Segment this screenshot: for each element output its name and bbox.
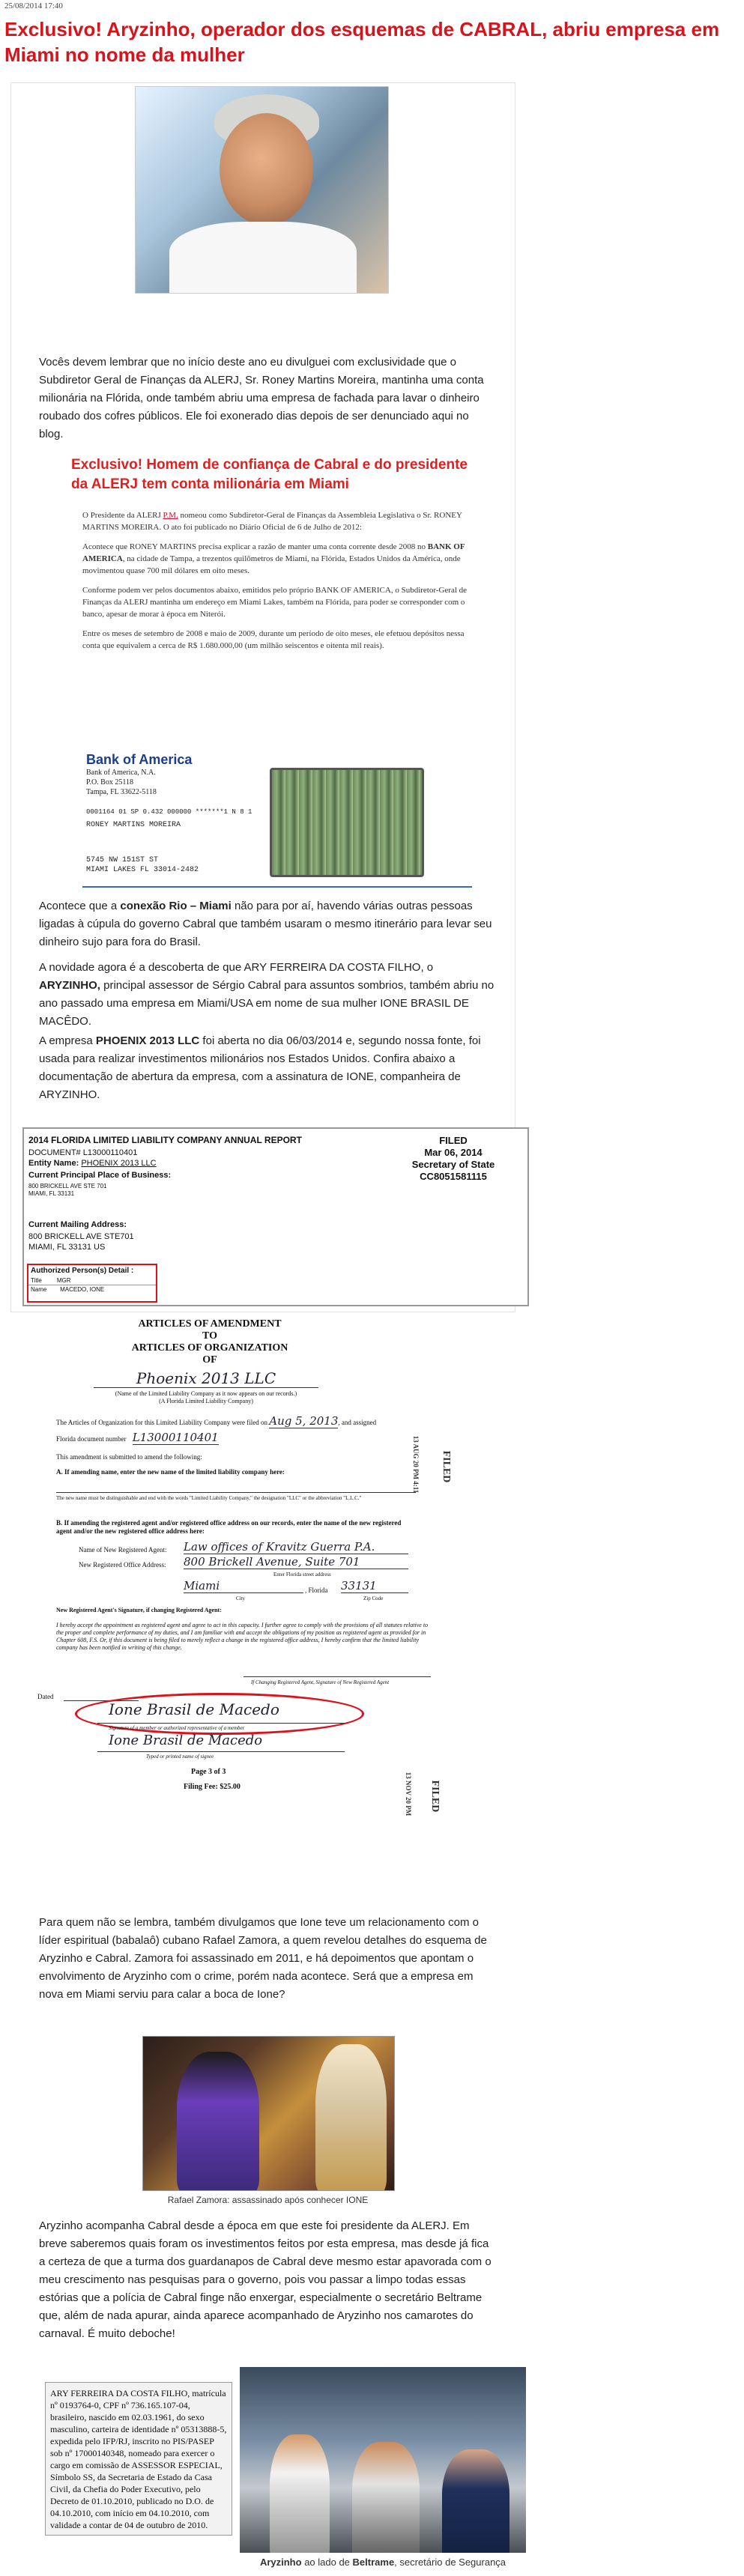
annual-report-form: 2014 FLORIDA LIMITED LIABILITY COMPANY ANNUAL REPORT DOCUMENT# L13000110401 Entity Name: PHOENIX 2013 LLC Current Principal Place of Business: 800 BRICKELL AVE STE 701 MIAMI, FL 33131 Current Mailing Address: 800 BRICKELL AVE STE701 MIAMI, FL 33131 US FILED Mar 06, 2014 Secretary of State CC8051581115 Authorized Person(s) Detail : Title MGR Name MACEDO, IONE (22, 1127, 529, 1306)
paragraph-news: A novidade agora é a descoberta de que ARY FERREIRA DA COSTA FILHO, o ARYZINHO, principal assessor de Sérgio Cabral para assuntos sombrios, também abriu no ano passado uma empresa em Miami/USA em nome de sua mulher IONE BRASIL DE MACÊDO. (39, 961, 495, 1028)
report-title: 2014 FLORIDA LIMITED LIABILITY COMPANY ANNUAL REPORT (28, 1135, 302, 1145)
roney-photo (135, 86, 389, 294)
bank-statement: Bank of America Bank of America, N.A. P.O. Box 25118 Tampa, FL 33622-5118 0001164 01 SP 0.432 000000 *******1 N 8 1 RONEY MARTINS MOREIRA 5745 NW 151ST ST MIAMI LAKES FL 33014-2482 (86, 755, 333, 890)
embedded-post-document: O Presidente da ALERJ P.M. nomeou como Subdiretor-Geral de Finanças da Assembleia Legislativa o Sr. RONEY MARTINS MOREIRA. O ato foi publicado no Diário Oficial de 6 de Julho de 2012: Acontece que RONEY MARTINS precisa explicar a razão de manter uma conta corrente desde 2008 no BANK OF AMERICA, na cidade de Tampa, a trezentos quilômetros de Miami, na Flórida, Estados Unidos da América, onde movimentou quase 700 mil dólares em oito meses. Conforme podem ver pelos documentos abaixo, emitidos pelo próprio BANK OF AMERICA, o Subdiretor-Geral de Finanças da ALERJ mantinha um endereço em Miami Lakes, também na Flórida, para poder se corresponder com o banco, apesar de morar à época em Niterói. Entre os meses de setembro de 2008 e maio de 2009, durante um período de oito meses, ele efetuou depósitos nessa conta que equivalem a cerca de R$ 1.680.000,00 (um milhão seiscentos e oitenta mil reais). (82, 509, 476, 659)
authorized-persons-box: Authorized Person(s) Detail : Title MGR Name MACEDO, IONE (27, 1264, 157, 1303)
intro-paragraph: Vocês devem lembrar que no início deste ano eu divulguei com exclusividade que o Subdiretor Geral de Finanças da ALERJ, Sr. Roney Martins Moreira, mantinha uma conta milionária na Flórida, onde também abriu uma empresa de fachada para lavar o dinheiro roubado dos cofres públicos. Ele foi exonerado dias depois de ser denunciado aqui no blog. (39, 356, 484, 440)
pm-link[interactable]: P.M. (163, 511, 178, 520)
post-timestamp: 25/08/2014 17:40 (4, 1, 63, 10)
paragraph-ione: Para quem não se lembra, também divulgamos que Ione teve um relacionamento com o líder espiritual (babalaô) cubano Rafael Zamora, a quem revelou detalhes do esquema de Aryzinho e Cabral. Zamora foi assassinado em 2011, e há depoimentos que apontam o envolvimento de Aryzinho com o crime, porém nada acontece. Será que a empresa em nova em Miami serviu para calar a boca de Ione? (39, 1916, 487, 2001)
official-gazette-clipping: ARY FERREIRA DA COSTA FILHO, matrícula nº 0193764-0, CPF nº 736.165.107-04, brasileiro, nascido em 02.03.1961, do sexo masculino, carteira de identidade nº 05313888-5, expedida pelo IFP/RJ, inscrito no PIS/PASEP sob nº 17000140348, nomeado para exercer o cargo em comissão de ASSESSOR ESPECIAL, Símbolo SS, da Secretaria de Estado da Casa Civil, da Chefia do Poder Executivo, pelo Decreto de 01.10.2010, publicado no D.O. de 04.10.2010, com início em 04.10.2010, com validade a contar de 04 de outubro de 2010. (45, 2382, 232, 2536)
articles-of-amendment-scan: ARTICLES OF AMENDMENT TO ARTICLES OF ORGANIZATION OF Phoenix 2013 LLC (Name of the Limited Liability Company as it now appears on our records.) (A Florida Limited Liability Company) The Articles of Organization for this Limited Liability Company were filed on Aug 5, 2013, and assigned Florida document number L13000110401 This amendment is submitted to amend the following: A. If amending name, enter the new name of the limited liability company here: The new name must be distinguishable and end with the words "Limited Liability Company," the designation "LLC" or the abbreviation "L.L.C." B. If amending the registered agent and/or registered office address on our records, enter the name of the new registered agent and/or the new registered office address here: Name of New Registered Agent: Law offices of Kravitz Guerra P.A. New Registered Office Address: 800 Brickell Avenue, Suite 701 Enter Florida street address Miami , Florida 33131 City Zip Code New Registered Agent's Signature, if changing Registered Agent: I hereby accept the appointment as registered agent and agree to act in this capacity. I further agree to comply with the provisions of all statutes relative to the proper and complete performance of my duties, and I am familiar with and accept the obligations of my position as registered agent as provided for in Chapter 608, F.S. Or, if this document is being filed to merely reflect a change in the registered office address, I hereby confirm that the limited liability company has been notified in writing of this change. If Changing Registered Agent, Signature of New Registered Agent Dated Ione Brasil de Macedo Signature of a member or authorized representative of a member Ione Brasil de Macedo Typed or printed name of signee Page 3 of 3 Filing Fee: $25.00 13 AUG 20 PM 4:11 FILED 13 NOV 20 PM FILED (34, 1318, 498, 1843)
rafael-zamora-photo (142, 2036, 395, 2191)
aryzinho-beltrame-photo (240, 2367, 526, 2553)
paragraph-rio-miami: Acontece que a conexão Rio – Miami não para por aí, havendo várias outras pessoas ligadas à cúpula do governo Cabral que também usaram o mesmo itinerário para levar seu dinheiro sujo para fora do Brasil. (39, 900, 492, 948)
bank-of-america-logo: Bank of America (86, 752, 193, 767)
post-title[interactable]: Exclusivo! Aryzinho, operador dos esquemas de CABRAL, abriu empresa em Miami no nome da mulher (4, 18, 720, 66)
money-briefcase-image (270, 768, 424, 877)
entity-name-link[interactable]: PHOENIX 2013 LLC (81, 1159, 157, 1168)
filed-stamp: FILED Mar 06, 2014 Secretary of State CC8051581115 (411, 1135, 495, 1182)
paragraph-company: A empresa PHOENIX 2013 LLC foi aberta no dia 06/03/2014 e, segundo nossa fonte, foi usada para realizar investimentos milionários nos Estados Unidos. Confira abaixo a documentação de abertura da empresa, com a assinatura de IONE, companheira de ARYZINHO. (39, 1034, 481, 1101)
filed-stamp-top: 13 AUG 20 PM 4:11 FILED (412, 1435, 452, 1494)
embedded-divider (82, 886, 472, 888)
beltrame-caption: Aryzinho ao lado de Beltrame, secretário de Segurança (259, 2557, 506, 2568)
embedded-post-title[interactable]: Exclusivo! Homem de confiança de Cabral e do presidente da ALERJ tem conta milionária em Miami (71, 457, 468, 492)
zamora-caption: Rafael Zamora: assassinado após conhecer IONE (167, 2195, 369, 2205)
filed-stamp-bottom: 13 NOV 20 PM FILED (405, 1772, 441, 1816)
paragraph-follow: Aryzinho acompanha Cabral desde a época em que este foi presidente da ALERJ. Em breve saberemos quais foram os investimentos feitos por esta empresa, mas desde já fica a certeza de que a turma dos guardanapos de Cabral deve mesmo estar apavorada com o meu crescimento nas pesquisas para o governo, pois vou passar a limpo todas essas estórias que a polícia de Cabral finge não enxergar, especialmente o secretário Beltrame que, além de nada apurar, ainda aparece acompanhado de Aryzinho nos camarotes do carnaval. É muito deboche! (39, 2219, 492, 2340)
